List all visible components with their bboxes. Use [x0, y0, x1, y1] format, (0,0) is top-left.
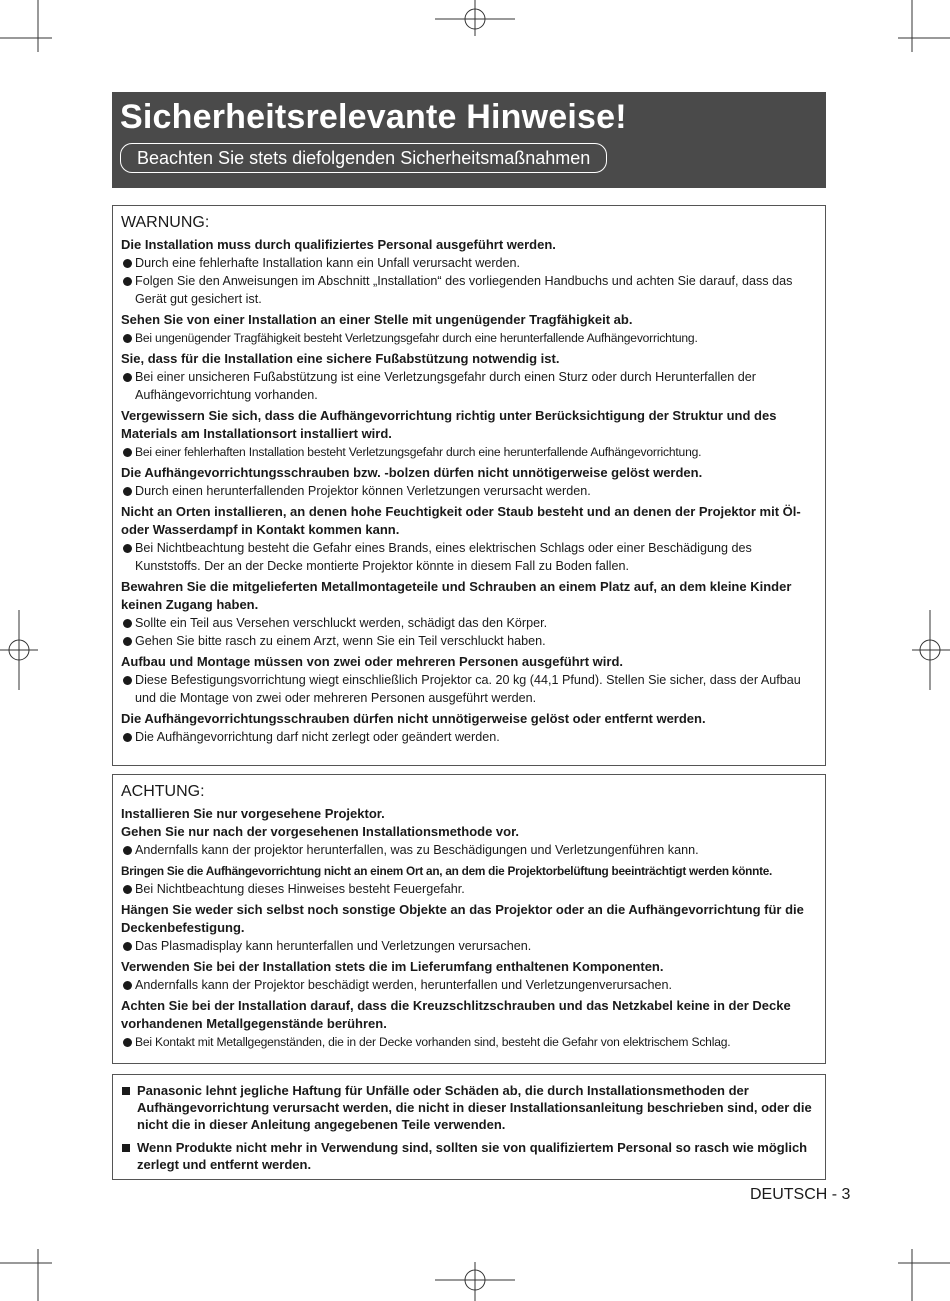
- caution-heading: Bringen Sie die Aufhängevorrichtung nicht an einem Ort an, an dem die Projektorbelüftung beeinträchtigt werden könnte.: [121, 864, 773, 878]
- warning-heading: Sehen Sie von einer Installation an einer Stelle mit ungenügender Tragfähigkeit ab.: [121, 312, 633, 327]
- warning-bullet: Folgen Sie den Anweisungen im Abschnitt „Installation“ des vorliegenden Handbuchs und achten Sie darauf, dass das Gerät gut gesichert ist.: [121, 272, 817, 308]
- warning-block: [121, 350, 817, 404]
- warning-bullet: Gehen Sie bitte rasch zu einem Arzt, wenn Sie ein Teil verschluckt haben.: [121, 632, 817, 650]
- warning-block: [121, 236, 817, 308]
- caution-heading: Achten Sie bei der Installation darauf, dass die Kreuzschlitzschrauben und das Netzkabel keine in der Decke vorhandenen Metallgegenstände berühren.: [121, 998, 791, 1031]
- warning-block: [121, 311, 817, 347]
- warning-block: [121, 653, 817, 707]
- caution-block: [121, 958, 817, 994]
- warning-heading: Sie, dass für die Installation eine sichere Fußabstützung notwendig ist.: [121, 351, 560, 366]
- warning-heading: Die Installation muss durch qualifiziertes Personal ausgeführt werden.: [121, 237, 556, 252]
- warning-box: [112, 205, 826, 766]
- caution-heading: Hängen Sie weder sich selbst noch sonstige Objekte an das Projektor oder an die Aufhängevorrichtung für die Deckenbefestigung.: [121, 902, 804, 935]
- warning-heading: Bewahren Sie die mitgelieferten Metallmontageteile und Schrauben an einem Platz auf, an dem kleine Kinder keinen Zugang haben.: [121, 579, 792, 612]
- warning-heading: Aufbau und Montage müssen von zwei oder mehreren Personen ausgeführt wird.: [121, 654, 624, 669]
- caution-bullet: Andernfalls kann der projektor herunterfallen, was zu Beschädigungen und Verletzungenführen kann.: [121, 841, 817, 859]
- page-number: DEUTSCH - 3: [750, 1186, 851, 1203]
- caution-title: ACHTUNG:: [121, 783, 205, 800]
- warning-block: [121, 407, 817, 461]
- warning-heading: Die Aufhängevorrichtungsschrauben dürfen nicht unnötigerweise gelöst oder entfernt werden.: [121, 711, 706, 726]
- caution-bullet: Bei Nichtbeachtung dieses Hinweises besteht Feuergefahr.: [121, 880, 817, 898]
- caution-block: [121, 901, 817, 955]
- warning-block: [121, 464, 817, 500]
- caution-block: [121, 997, 817, 1051]
- warning-bullet: Bei ungenügender Tragfähigkeit besteht Verletzungsgefahr durch eine herunterfallende Aufhängevorrichtung.: [121, 329, 817, 347]
- caution-block: [121, 862, 817, 898]
- caution-heading: Gehen Sie nur nach der vorgesehenen Installationsmethode vor.: [121, 824, 520, 839]
- warning-block: [121, 578, 817, 650]
- warning-heading: Die Aufhängevorrichtungsschrauben bzw. -bolzen dürfen nicht unnötigerweise gelöst werden.: [121, 465, 703, 480]
- warning-heading: Nicht an Orten installieren, an denen hohe Feuchtigkeit oder Staub besteht und an denen der Projektor mit Öl- oder Wasserdampf in Kontakt kommen kann.: [121, 504, 801, 537]
- warning-title: WARNUNG:: [121, 214, 210, 231]
- warning-bullet: Diese Befestigungsvorrichtung wiegt einschließlich Projektor ca. 20 kg (44,1 Pfund). Stellen Sie sicher, dass der Aufbau und die Montage von zwei oder mehreren Personen ausgeführt werden.: [121, 671, 817, 707]
- warning-block: [121, 710, 817, 746]
- caution-bullet: Das Plasmadisplay kann herunterfallen und Verletzungen verursachen.: [121, 937, 817, 955]
- warning-heading: Vergewissern Sie sich, dass die Aufhängevorrichtung richtig unter Berücksichtigung der Struktur und des Materials am Installationsort installiert wird.: [121, 408, 777, 441]
- caution-heading: Installieren Sie nur vorgesehene Projektor.: [121, 806, 385, 821]
- page-subtitle: Beachten Sie stets diefolgenden Sicherheitsmaßnahmen: [120, 143, 607, 173]
- disclaimer-item: Panasonic lehnt jegliche Haftung für Unfälle oder Schäden ab, die durch Installationsmethoden der Aufhängevorrichtung verursacht werden, die nicht in dieser Installationsanleitung beschrieben sind, oder die nicht die in dieser Anleitung angegebenen Teile verwenden.: [121, 1082, 817, 1133]
- disclaimer-box: [112, 1074, 826, 1180]
- caution-bullet: Andernfalls kann der Projektor beschädigt werden, herunterfallen und Verletzungenverursachen.: [121, 976, 817, 994]
- caution-box: [112, 774, 826, 1064]
- caution-bullet: Bei Kontakt mit Metallgegenständen, die in der Decke vorhanden sind, besteht die Gefahr von elektrischem Schlag.: [121, 1033, 817, 1051]
- warning-block: [121, 503, 817, 575]
- warning-bullet: Bei einer fehlerhaften Installation besteht Verletzungsgefahr durch eine herunterfallende Aufhängevorrichtung.: [121, 443, 817, 461]
- warning-bullet: Durch eine fehlerhafte Installation kann ein Unfall verursacht werden.: [121, 254, 817, 272]
- disclaimer-item: Wenn Produkte nicht mehr in Verwendung sind, sollten sie von qualifiziertem Personal so rasch wie möglich zerlegt und entfernt werden.: [121, 1139, 817, 1173]
- section-header: [112, 92, 826, 188]
- warning-bullet: Sollte ein Teil aus Versehen verschluckt werden, schädigt das den Körper.: [121, 614, 817, 632]
- warning-bullet: Bei einer unsicheren Fußabstützung ist eine Verletzungsgefahr durch einen Sturz oder durch Herunterfallen der Aufhängevorrichtung vorhanden.: [121, 368, 817, 404]
- warning-bullet: Die Aufhängevorrichtung darf nicht zerlegt oder geändert werden.: [121, 728, 817, 746]
- page-title: Sicherheitsrelevante Hinweise!: [120, 98, 627, 136]
- caution-block: [121, 805, 817, 859]
- warning-bullet: Bei Nichtbeachtung besteht die Gefahr eines Brands, eines elektrischen Schlags oder einer Beschädigung des Kunststoffs. Der an der Decke montierte Projektor könnte in diesem Fall zu Boden fallen.: [121, 539, 817, 575]
- warning-bullet: Durch einen herunterfallenden Projektor können Verletzungen verursacht werden.: [121, 482, 817, 500]
- caution-heading: Verwenden Sie bei der Installation stets die im Lieferumfang enthaltenen Komponenten.: [121, 959, 664, 974]
